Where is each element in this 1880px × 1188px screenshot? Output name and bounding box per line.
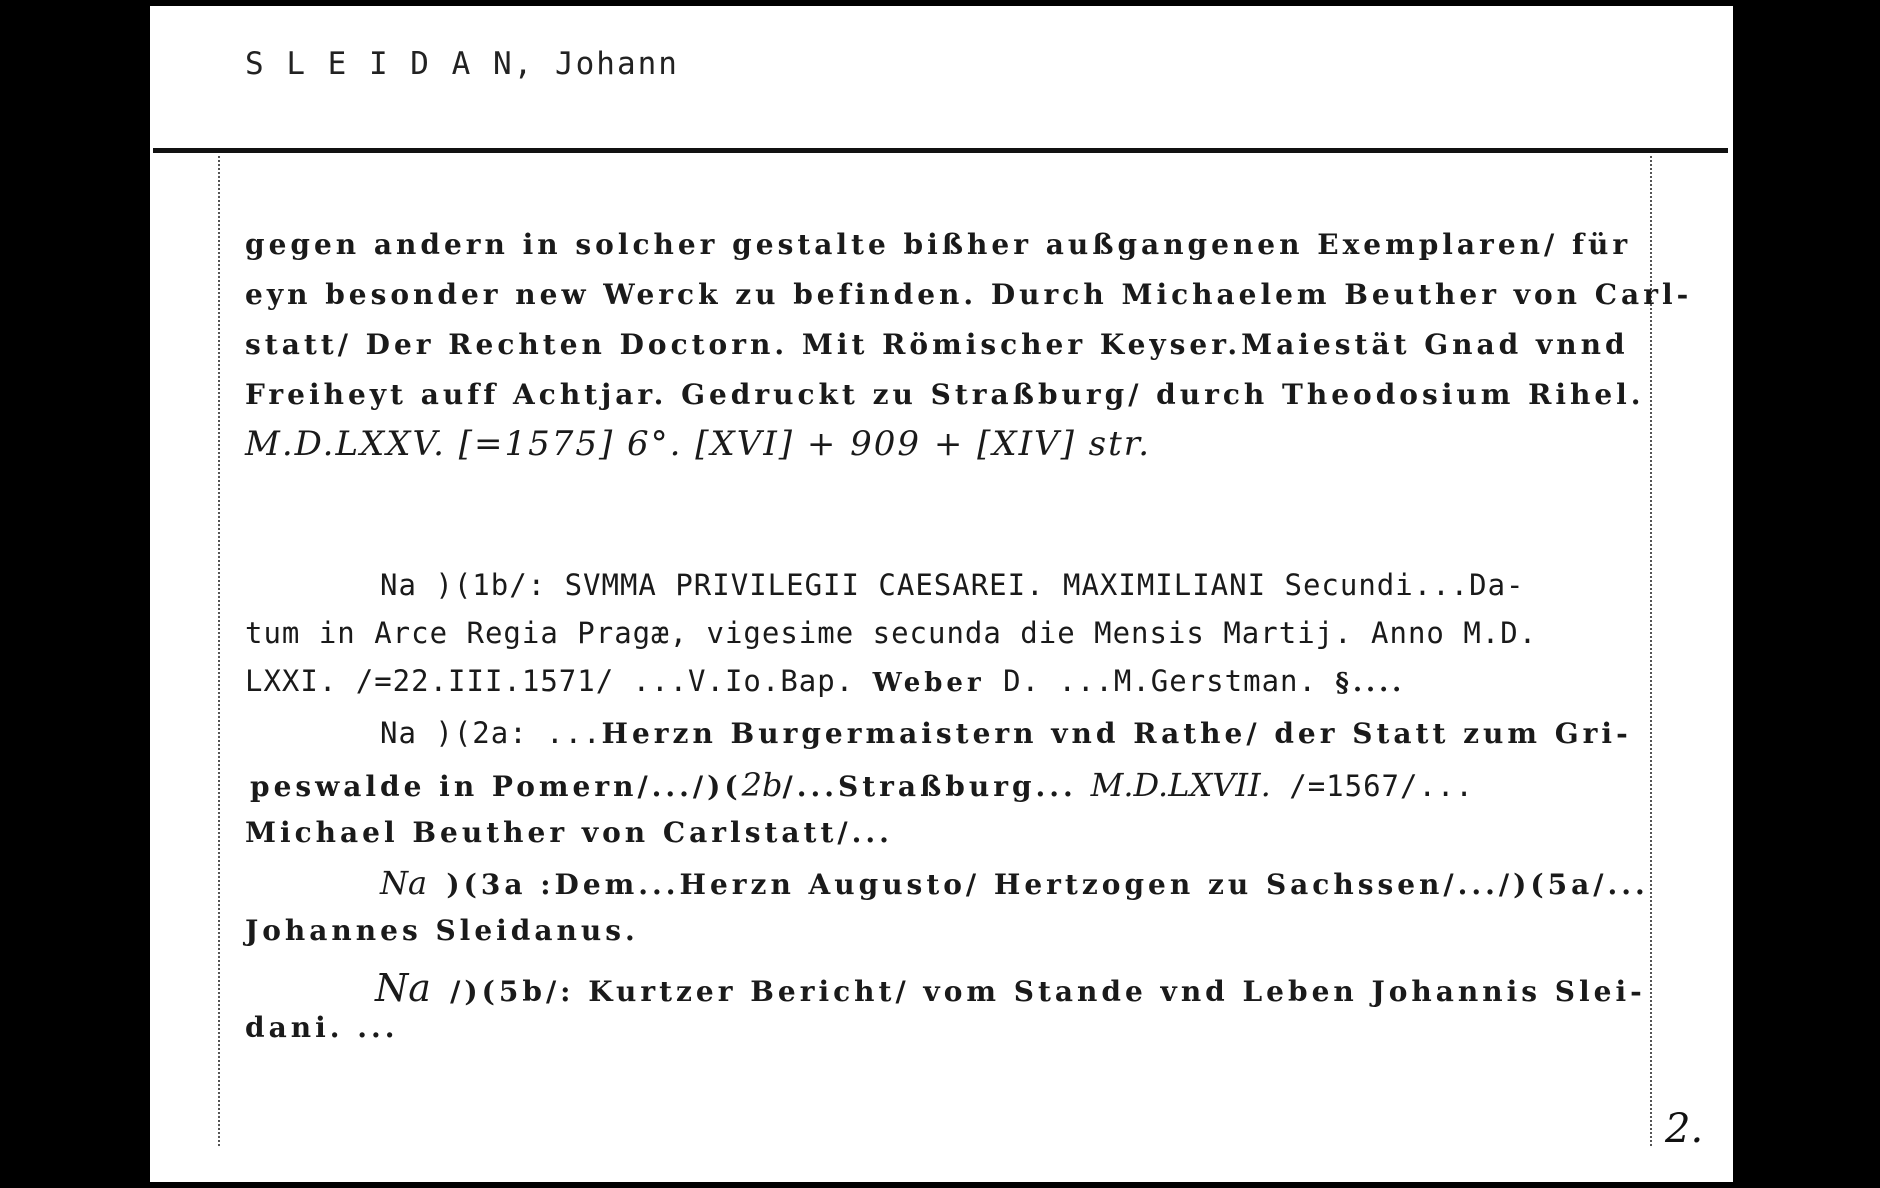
note-3-line-2: Johannes Sleidanus.	[245, 914, 639, 947]
note-2-line-2-e: /=1567/...	[1270, 769, 1474, 803]
note-4-line-1-b: /)(5b/: Kurtzer Bericht/ vom Stande vnd Leben Johannis Slei-	[450, 975, 1646, 1008]
title-line-1: gegen andern in solcher gestalte bißher außgangenen Exemplaren/ für	[245, 228, 1632, 261]
left-margin-line	[218, 156, 220, 1146]
note-2-line-2-d: M.D.LXVII.	[1090, 766, 1271, 804]
note-2-line-2	[250, 766, 1474, 804]
heading-rule	[153, 148, 1728, 153]
title-line-4: Freiheyt auff Achtjar. Gedruckt zu Straßburg/ durch Theodosium Rihel.	[245, 378, 1645, 411]
note-1-line-3-c: D. ...M.Gerstman.	[984, 664, 1336, 698]
note-4-line-2: dani. ...	[245, 1011, 399, 1044]
note-1-line-3	[245, 664, 1405, 698]
note-1-line-3-a: LXXI. /=22.III.1571/ ...V.Io.Bap.	[245, 664, 873, 698]
note-3-line-1	[380, 864, 1649, 902]
note-1-line-1: Na )(1b/: SVMMA PRIVILEGII CAESAREI. MAXIMILIANI Secundi...Da-	[380, 568, 1525, 602]
note-2-line-1-a: Na )(2a: ...	[380, 716, 602, 750]
note-2-line-2-b: 2b	[741, 766, 783, 804]
note-2-line-2-a: peswalde in Pomern/.../)(	[250, 770, 742, 803]
note-2-line-1-b: Herzn Burgermaistern vnd Rathe/ der Statt zum Gri-	[601, 717, 1632, 750]
page-number-mark: 2.	[1665, 1106, 1704, 1152]
note-2-line-3: Michael Beuther von Carlstatt/...	[245, 816, 893, 849]
note-3-line-1-b: )(3a :Dem...Herzn Augusto/ Hertzogen zu Sachssen/.../)(5a/...	[446, 868, 1649, 901]
note-2-line-2-c: /...Straßburg...	[782, 770, 1091, 803]
title-line-2: eyn besonder new Werck zu befinden. Durch Michaelem Beuther von Carl-	[245, 278, 1693, 311]
note-1-line-2: tum in Arce Regia Pragæ, vigesime secunda die Mensis Martij. Anno M.D.	[245, 616, 1538, 650]
catalog-card	[150, 6, 1733, 1182]
title-line-3: statt/ Der Rechten Doctorn. Mit Römischer Keyser.Maiestät Gnad vnnd	[245, 328, 1629, 361]
handwritten-imprint-line: M.D.LXXV. [=1575] 6°. [XVI] + 909 + [XIV] str.	[245, 424, 1152, 464]
note-3-line-1-a: Na	[380, 864, 428, 902]
note-1-line-3-d: §....	[1335, 668, 1406, 698]
note-4-line-1	[375, 966, 1646, 1010]
note-4-line-1-a: Na	[375, 966, 431, 1010]
note-2-line-1	[380, 716, 1632, 750]
note-1-line-3-b: Weber	[872, 668, 985, 698]
card-heading: S L E I D A N, Johann	[245, 46, 679, 82]
